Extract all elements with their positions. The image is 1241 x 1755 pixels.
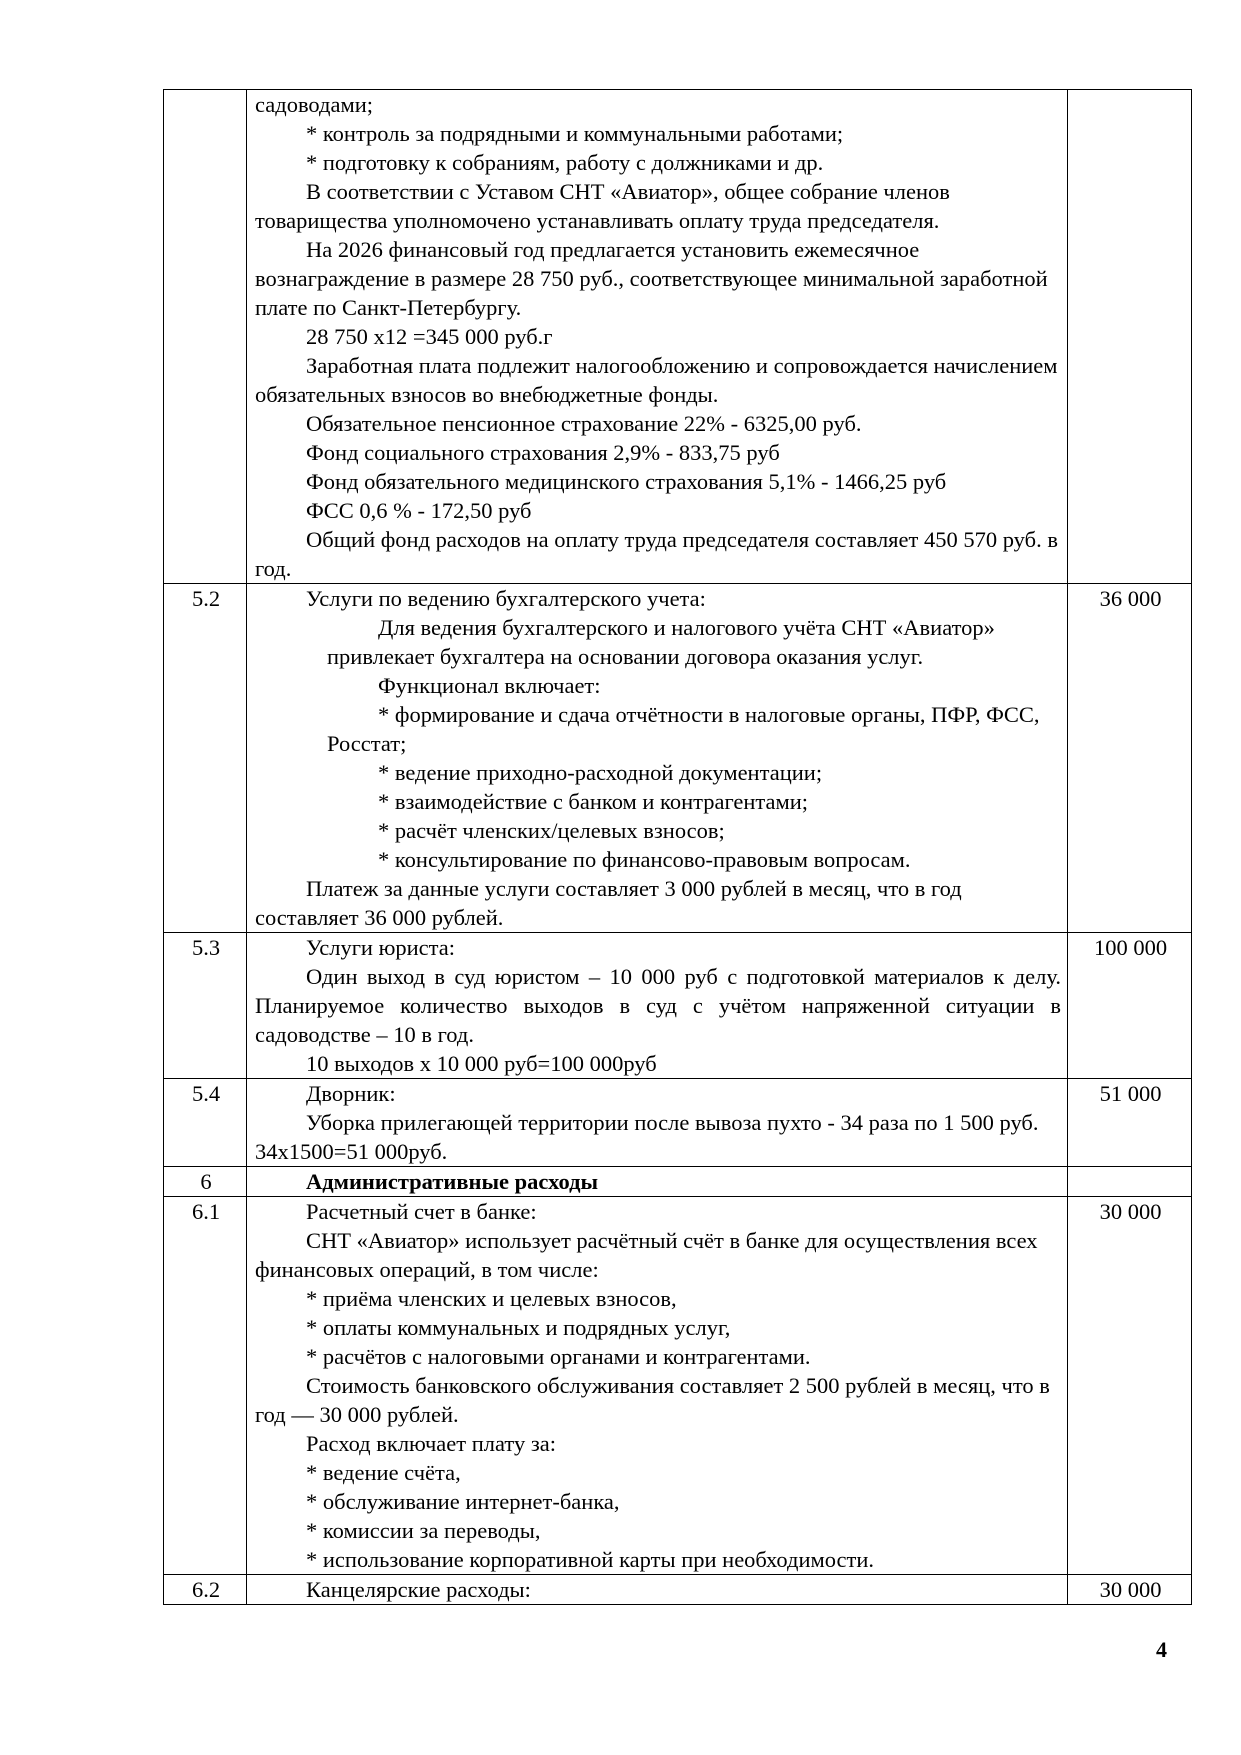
text-line: Платеж за данные услуги составляет 3 000 рублей в месяц, что в год составляет 36 000 рублей.: [255, 876, 962, 930]
text-line: Уборка прилегающей территории после вывоза пухто - 34 раза по 1 500 руб. 34х1500=51 000руб.: [255, 1110, 1039, 1164]
text-line: * консультирование по финансово-правовым вопросам.: [378, 847, 911, 872]
text-line: * взаимодействие с банком и контрагентами;: [378, 789, 809, 814]
budget-table: [163, 89, 1192, 1605]
text-line: Обязательное пенсионное страхование 22% - 6325,00 руб.: [306, 411, 862, 436]
row-description: [247, 1575, 1068, 1605]
text-line: * расчётов с налоговыми органами и контрагентами.: [306, 1344, 811, 1369]
section-heading: Административные расходы: [306, 1169, 599, 1194]
row-number: 6.1: [164, 1197, 247, 1575]
table-row: [164, 1167, 1192, 1197]
row-description: [247, 584, 1068, 933]
text-line: Фонд обязательного медицинского страхования 5,1% - 1466,25 руб: [306, 469, 947, 494]
text-line: 10 выходов х 10 000 руб=100 000руб: [306, 1051, 657, 1076]
text-line: Один выход в суд юристом – 10 000 руб с подготовкой материалов к делу. Планируемое количество выходов в суд с учётом напряженной ситуации в садоводстве – 10 в год.: [255, 964, 1061, 1047]
text-line: Расход включает плату за:: [306, 1431, 556, 1456]
row-amount: [1068, 90, 1192, 584]
text-line: Услуги юриста:: [306, 935, 456, 960]
text-line: * формирование и сдача отчётности в налоговые органы, ПФР, ФСС, Росстат;: [327, 702, 1040, 756]
text-line: Услуги по ведению бухгалтерского учета:: [306, 586, 706, 611]
text-line: Дворник:: [306, 1081, 396, 1106]
text-line: * приёма членских и целевых взносов,: [306, 1286, 677, 1311]
text-line: Общий фонд расходов на оплату труда председателя составляет 450 570 руб. в год.: [255, 527, 1058, 581]
table-row: [164, 584, 1192, 933]
row-amount: 100 000: [1068, 933, 1192, 1079]
text-line: Расчетный счет в банке:: [306, 1199, 537, 1224]
row-description: [247, 1079, 1068, 1167]
text-line: * обслуживание интернет-банка,: [306, 1489, 620, 1514]
table-row: [164, 933, 1192, 1079]
row-amount: 30 000: [1068, 1575, 1192, 1605]
table-row: [164, 90, 1192, 584]
text-line: Фонд социального страхования 2,9% - 833,75 руб: [306, 440, 780, 465]
text-line: Для ведения бухгалтерского и налогового учёта СНТ «Авиатор» привлекает бухгалтера на основании договора оказания услуг.: [327, 615, 995, 669]
table-row: [164, 1079, 1192, 1167]
row-amount: 36 000: [1068, 584, 1192, 933]
text-line: * контроль за подрядными и коммунальными работами;: [306, 121, 844, 146]
text-line: садоводами;: [255, 92, 373, 117]
text-line: СНТ «Авиатор» использует расчётный счёт в банке для осуществления всех финансовых операций, в том числе:: [255, 1228, 1038, 1282]
row-number: 6: [164, 1167, 247, 1197]
row-amount: 51 000: [1068, 1079, 1192, 1167]
text-line: Стоимость банковского обслуживания составляет 2 500 рублей в месяц, что в год — 30 000 рублей.: [255, 1373, 1050, 1427]
row-description: [247, 90, 1068, 584]
row-number: 5.2: [164, 584, 247, 933]
text-line: 28 750 х12 =345 000 руб.г: [306, 324, 553, 349]
row-number: [164, 90, 247, 584]
row-number: 5.4: [164, 1079, 247, 1167]
text-line: * комиссии за переводы,: [306, 1518, 541, 1543]
row-number: 5.3: [164, 933, 247, 1079]
row-amount: [1068, 1167, 1192, 1197]
row-description: [247, 1197, 1068, 1575]
text-line: * подготовку к собраниям, работу с должниками и др.: [306, 150, 824, 175]
text-line: Канцелярские расходы:: [306, 1577, 531, 1602]
table-row: [164, 1197, 1192, 1575]
page-number: 4: [1156, 1637, 1167, 1662]
text-line: ФСС 0,6 % - 172,50 руб: [306, 498, 532, 523]
text-line: На 2026 финансовый год предлагается установить ежемесячное вознаграждение в размере 28 750 руб., соответствующее минимальной заработной плате по Санкт-Петербургу.: [255, 237, 1048, 320]
text-line: * оплаты коммунальных и подрядных услуг,: [306, 1315, 731, 1340]
text-line: * ведение счёта,: [306, 1460, 461, 1485]
text-line: Заработная плата подлежит налогообложению и сопровождается начислением обязательных взносов во внебюджетные фонды.: [255, 353, 1058, 407]
row-number: 6.2: [164, 1575, 247, 1605]
text-line: Функционал включает:: [378, 673, 601, 698]
row-description: [247, 1167, 1068, 1197]
text-line: * использование корпоративной карты при необходимости.: [306, 1547, 875, 1572]
row-amount: 30 000: [1068, 1197, 1192, 1575]
table-row: [164, 1575, 1192, 1605]
row-description: [247, 933, 1068, 1079]
text-line: * расчёт членских/целевых взносов;: [378, 818, 725, 843]
text-line: В соответствии с Уставом СНТ «Авиатор», общее собрание членов товарищества уполномочено устанавливать оплату труда председателя.: [255, 179, 950, 233]
text-line: * ведение приходно-расходной документации;: [378, 760, 823, 785]
